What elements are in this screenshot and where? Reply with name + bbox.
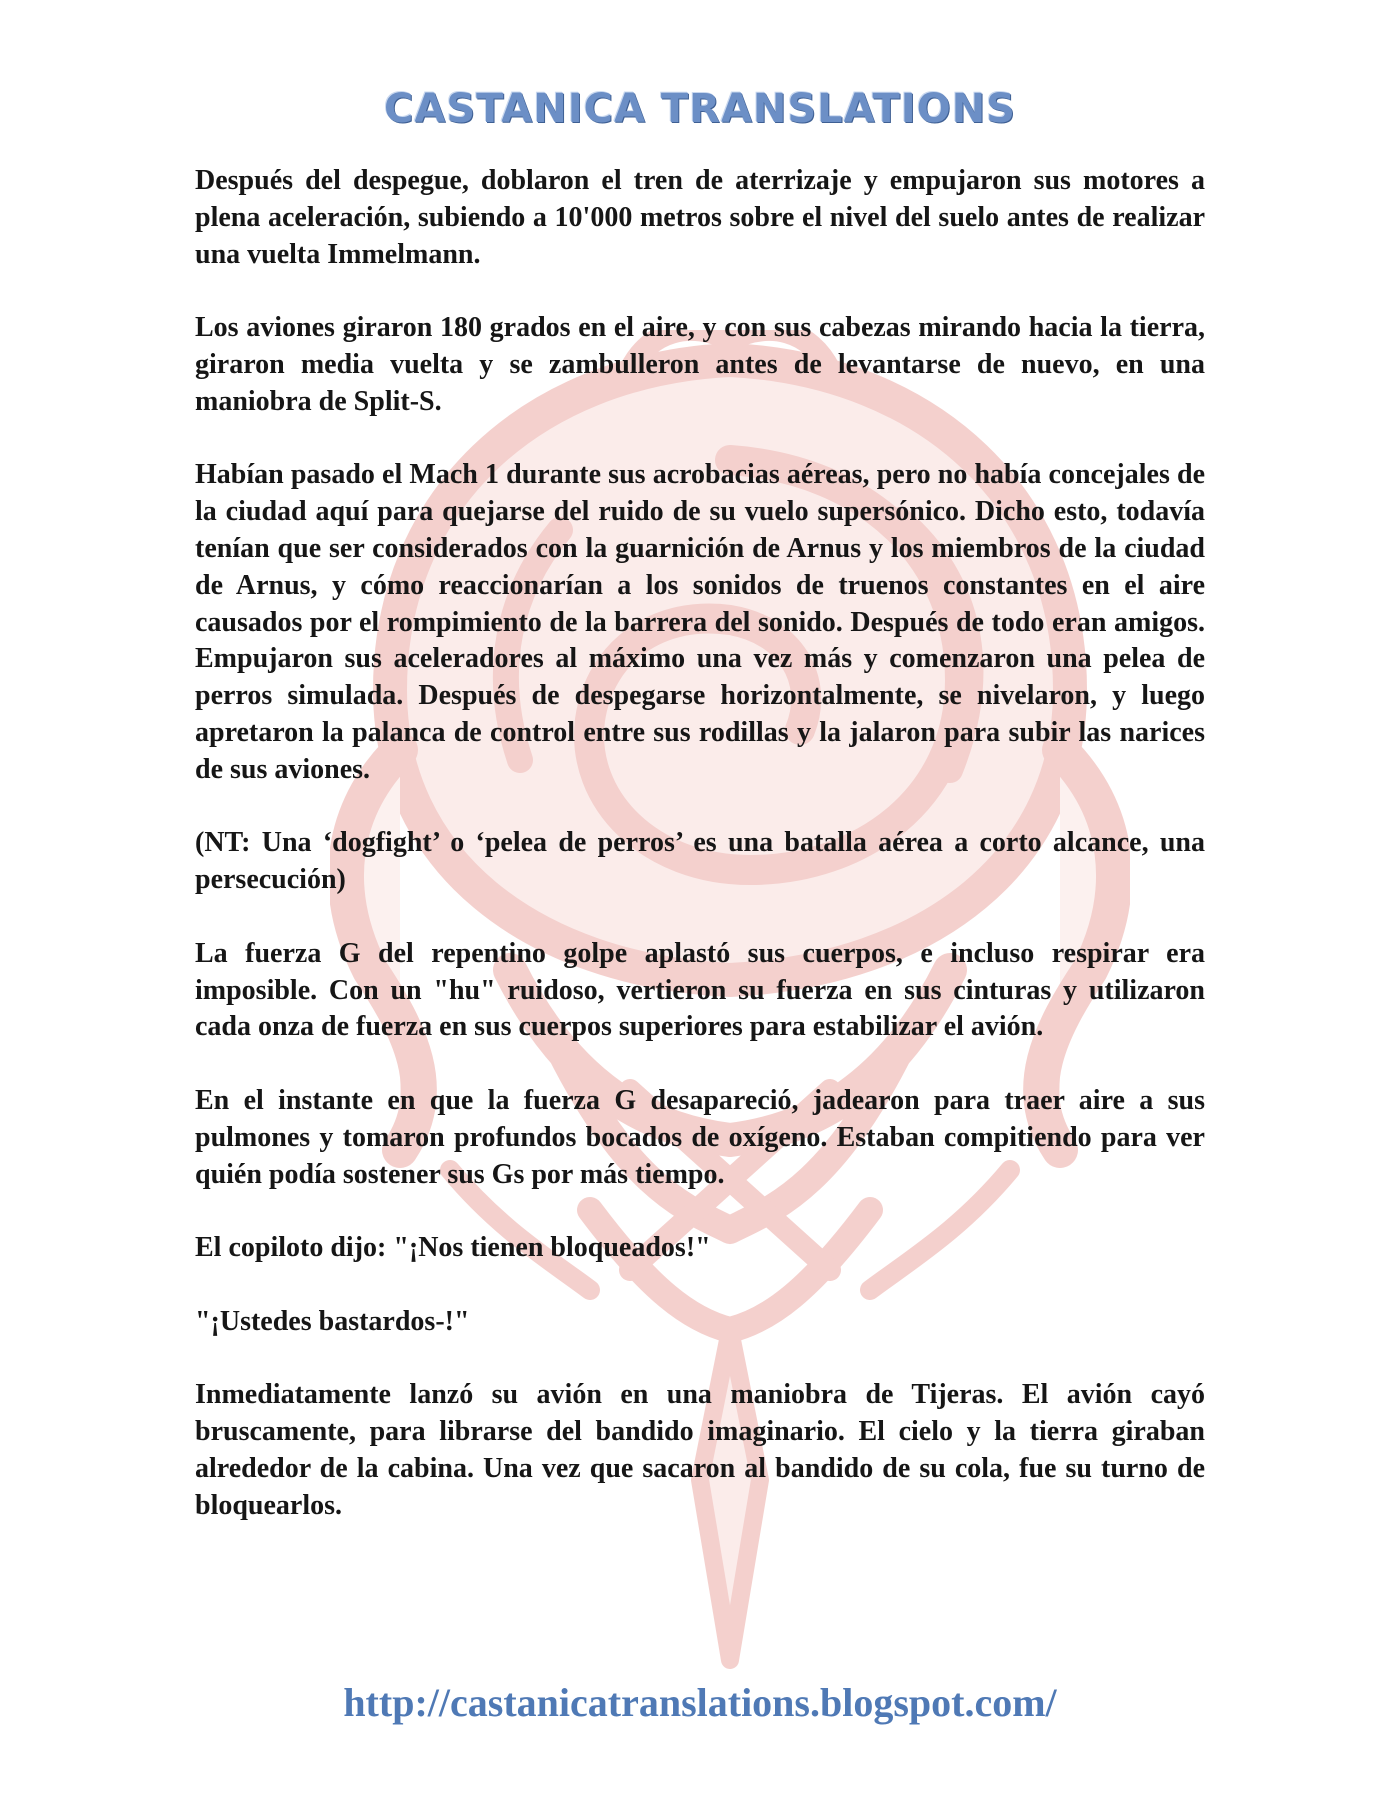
paragraph: La fuerza G del repentino golpe aplastó sus cuerpos, e incluso respirar era imposible. Con un "hu" ruidoso, vertieron su fuerza en sus cinturas y utilizaron cada onza de fuerza en sus cuerpos superiores para estabilizar el avión.	[195, 937, 1205, 1043]
paragraph: Los aviones giraron 180 grados en el aire, y con sus cabezas mirando hacia la tierra, giraron media vuelta y se zambulleron antes de levantarse de nuevo, en una maniobra de Split-S.	[195, 312, 1205, 417]
document-body	[195, 163, 1205, 1524]
dialogue-line: El copiloto dijo: "¡Nos tienen bloqueados!"	[195, 1232, 711, 1264]
paragraph: Habían pasado el Mach 1 durante sus acrobacias aéreas, pero no había concejales de la ciudad aquí para quejarse del ruido de su vuelo supersónico. Dicho esto, todavía tenían que ser considerados con la guarnición de Arnus y los miembros de la ciudad de Arnus, y cómo reaccionarían a los sonidos de truenos constantes en el aire causados por el rompimiento de la barrera del sonido. Después de todo eran amigos. Empujaron sus aceleradores al máximo una vez más y comenzaron una pelea de perros simulada. Después de despegarse horizontalmente, se nivelaron, y luego apretaron la palanca de control entre sus rodillas y la jalaron para subir las narices de sus aviones.	[195, 459, 1205, 785]
paragraph: En el instante en que la fuerza G desapareció, jadearon para traer aire a sus pulmones y tomaron profundos bocados de oxígeno. Estaban compitiendo para ver quién podía sostener sus Gs por más tiempo.	[195, 1084, 1205, 1190]
paragraph: Después del despegue, doblaron el tren de aterrizaje y empujaron sus motores a plena aceleración, subiendo a 10'000 metros sobre el nivel del suelo antes de realizar una vuelta Immelmann.	[195, 165, 1205, 270]
paragraph: Inmediatamente lanzó su avión en una maniobra de Tijeras. El avión cayó bruscamente, para librarse del bandido imaginario. El cielo y la tierra giraban alrededor de la cabina. Una vez que sacaron al bandido de su cola, fue su turno de bloquearlos.	[195, 1379, 1205, 1521]
footer-blog-link[interactable]: http://castanicatranslations.blogspot.com/	[343, 1680, 1057, 1725]
header-title: CASTANICA TRANSLATIONS	[384, 86, 1016, 132]
dialogue-line: "¡Ustedes bastardos-!"	[195, 1305, 470, 1337]
translator-note: (NT: Una ‘dogfight’ o ‘pelea de perros’ es una batalla aérea a corto alcance, una persecución)	[195, 827, 1205, 896]
